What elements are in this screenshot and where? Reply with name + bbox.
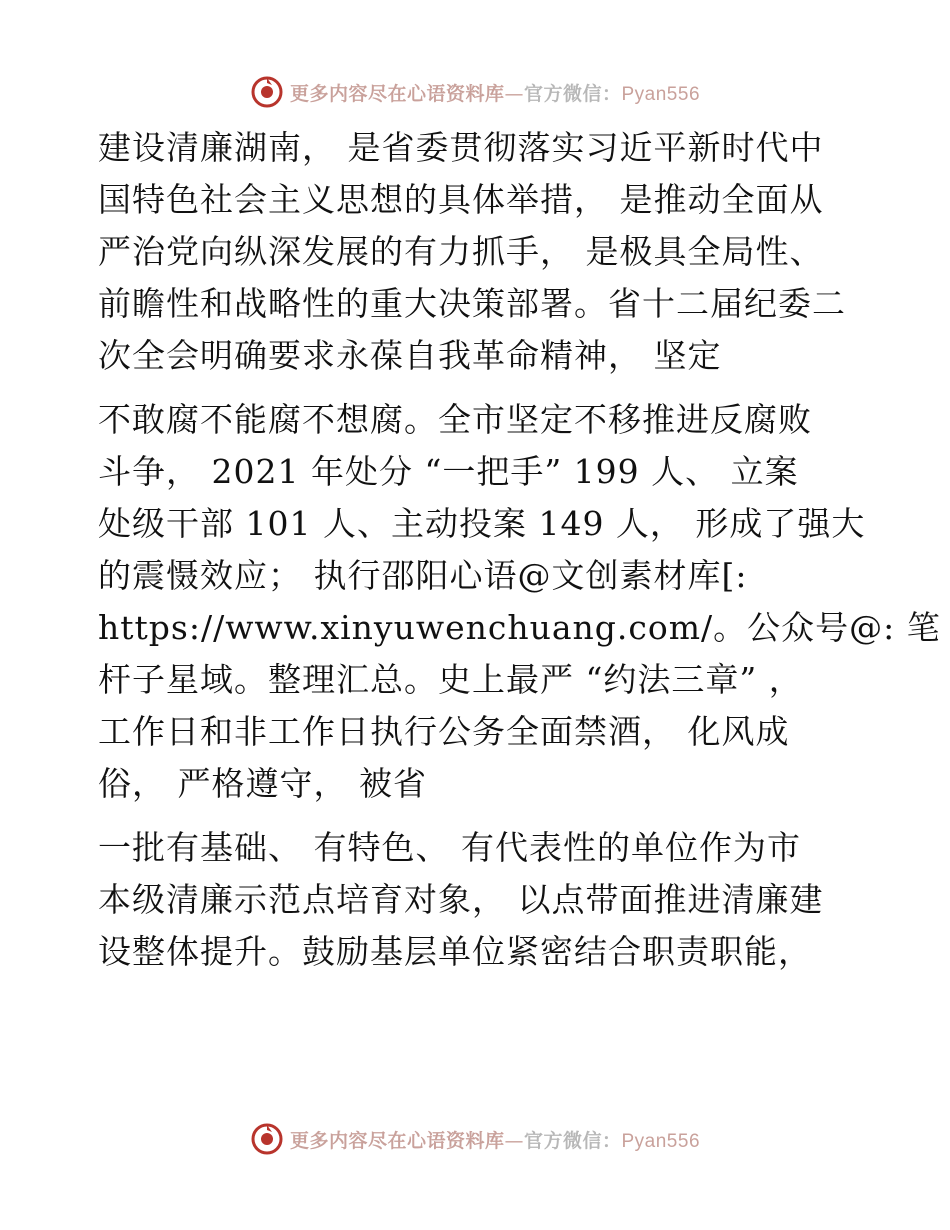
text-line: 设整体提升。鼓励基层单位紧密结合职责职能， — [98, 932, 812, 971]
text-line: 次全会明确要求永葆自我革命精神， 坚定 — [98, 336, 722, 375]
paragraph-3 — [98, 822, 858, 978]
text-line: 工作日和非工作日执行公务全面禁酒， 化风成 — [98, 712, 790, 751]
watermark-main: 更多内容尽在心语资料库 — [289, 1129, 505, 1152]
text-line: 俗， 严格遵守， 被省 — [98, 764, 427, 803]
text-line: https://www.xinyuwenchuang.com/。公众号@: 笔 — [98, 608, 941, 647]
footer-watermark — [0, 1119, 950, 1159]
text-line: 一批有基础、 有特色、 有代表性的单位作为市 — [98, 828, 801, 867]
watermark-dash: — — [504, 82, 524, 105]
text-line: 建设清廉湖南， 是省委贯彻落实习近平新时代中 — [98, 128, 824, 167]
watermark-text — [290, 1126, 700, 1153]
watermark-main: 更多内容尽在心语资料库 — [289, 82, 505, 105]
text-line: 本级清廉示范点培育对象， 以点带面推进清廉建 — [98, 880, 824, 919]
paragraph-2 — [98, 394, 941, 810]
body-text — [98, 122, 941, 990]
text-line: 国特色社会主义思想的具体举措， 是推动全面从 — [98, 180, 824, 219]
watermark-label: 官方微信： — [523, 1129, 622, 1152]
text-line: 严治党向纵深发展的有力抓手， 是极具全局性、 — [98, 232, 824, 271]
watermark-text — [290, 79, 700, 106]
watermark-id: Pyan556 — [621, 1130, 701, 1152]
brand-logo-icon — [250, 75, 284, 109]
header-watermark — [0, 72, 950, 112]
watermark-dash: — — [504, 1129, 524, 1152]
brand-logo-icon — [250, 1122, 284, 1156]
text-line: 处级干部 101 人、主动投案 149 人， 形成了强大 — [98, 504, 866, 543]
watermark-id: Pyan556 — [621, 83, 701, 105]
text-line: 不敢腐不能腐不想腐。全市坚定不移推进反腐败 — [98, 400, 812, 439]
text-line: 前瞻性和战略性的重大决策部署。省十二届纪委二 — [98, 284, 846, 323]
watermark-label: 官方微信： — [523, 82, 622, 105]
text-line: 斗争， 2021 年处分 “一把手” 199 人、 立案 — [98, 452, 799, 491]
text-line: 杆子星域。整理汇总。史上最严 “约法三章” ， — [98, 660, 803, 699]
text-line: 的震慑效应； 执行邵阳心语@文创素材库[: — [98, 556, 748, 595]
paragraph-1 — [98, 122, 858, 382]
